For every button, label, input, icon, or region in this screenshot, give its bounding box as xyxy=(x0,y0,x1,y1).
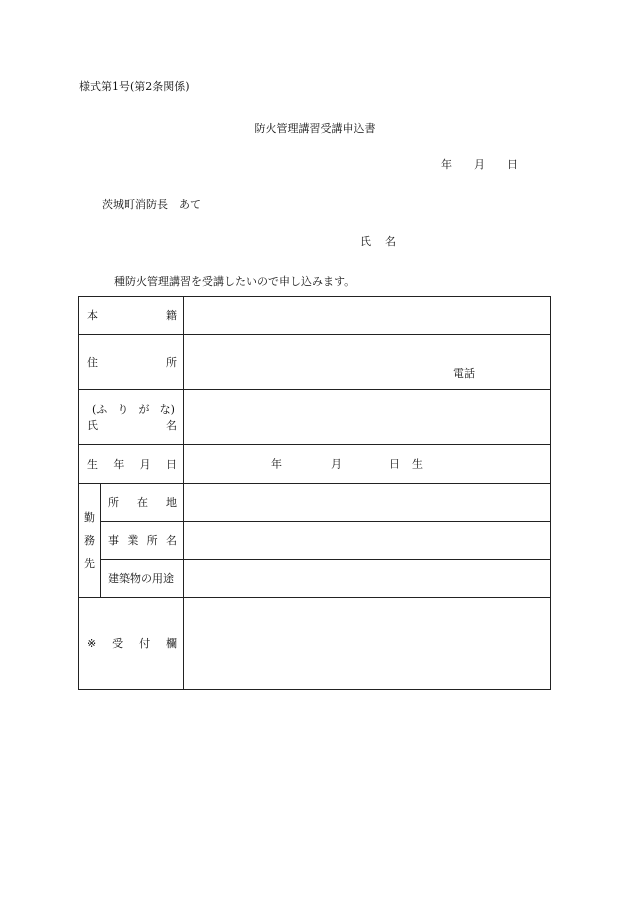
building-use-field[interactable] xyxy=(184,560,551,598)
birth-month-label: 月 xyxy=(331,457,342,471)
birthdate-field[interactable] xyxy=(184,445,551,484)
workplace-char-1: 勤 xyxy=(84,511,95,524)
location-field[interactable] xyxy=(184,484,551,522)
birth-year-label: 年 xyxy=(271,457,282,471)
row-workplace-location xyxy=(79,484,551,522)
name-label-cell xyxy=(79,390,184,445)
furigana-label: (ふ り が な) xyxy=(92,402,175,416)
birthdate-label-cell: 生 年 月 日 xyxy=(79,445,184,484)
form-number: 様式第1号(第2条関係) xyxy=(79,80,190,93)
honseki-label-cell xyxy=(79,297,184,335)
name-field[interactable] xyxy=(184,390,551,445)
address-label-cell xyxy=(79,335,184,390)
business-name-field[interactable] xyxy=(184,522,551,560)
workplace-char-3: 先 xyxy=(84,557,95,570)
row-workplace-building xyxy=(79,560,551,598)
building-use-label: 建築物の用途 xyxy=(108,572,174,585)
business-name-label-cell: 事 業 所 名 xyxy=(101,522,184,560)
row-address xyxy=(79,335,551,390)
phone-label: 電話 xyxy=(453,367,475,380)
date-month-label: 月 xyxy=(474,158,485,171)
workplace-label-cell xyxy=(79,484,101,598)
row-name xyxy=(79,390,551,445)
recipient-line: 茨城町消防長 あて xyxy=(102,198,201,211)
date-day-label: 日 xyxy=(507,158,518,171)
address-char-2: 所 xyxy=(166,355,177,369)
application-statement: 種防火管理講習を受講したいので申し込みます。 xyxy=(114,275,356,288)
birth-day-label: 日 xyxy=(389,457,400,471)
row-birthdate xyxy=(79,445,551,484)
form-title: 防火管理講習受講申込書 xyxy=(254,122,376,135)
applicant-name-char-1: 氏 xyxy=(360,235,371,248)
application-table xyxy=(78,296,551,690)
reception-label-cell: ※ 受 付 欄 xyxy=(79,598,184,690)
row-reception xyxy=(79,598,551,690)
row-honseki xyxy=(79,297,551,335)
building-use-label-cell xyxy=(101,560,184,598)
name-label: 氏 名 xyxy=(87,418,177,432)
address-char-1: 住 xyxy=(87,355,98,369)
address-field[interactable] xyxy=(184,335,551,390)
applicant-name-label xyxy=(360,236,396,247)
birth-suffix-label: 生 xyxy=(412,457,423,471)
honseki-char-1: 本 xyxy=(87,309,98,322)
reception-field xyxy=(184,598,551,690)
date-year-label: 年 xyxy=(441,158,452,171)
honseki-field[interactable] xyxy=(184,297,551,335)
location-label-cell: 所 在 地 xyxy=(101,484,184,522)
row-workplace-business xyxy=(79,522,551,560)
honseki-char-2: 籍 xyxy=(166,309,177,322)
applicant-name-char-2: 名 xyxy=(385,235,396,248)
application-date xyxy=(441,159,518,170)
workplace-char-2: 務 xyxy=(84,534,95,547)
